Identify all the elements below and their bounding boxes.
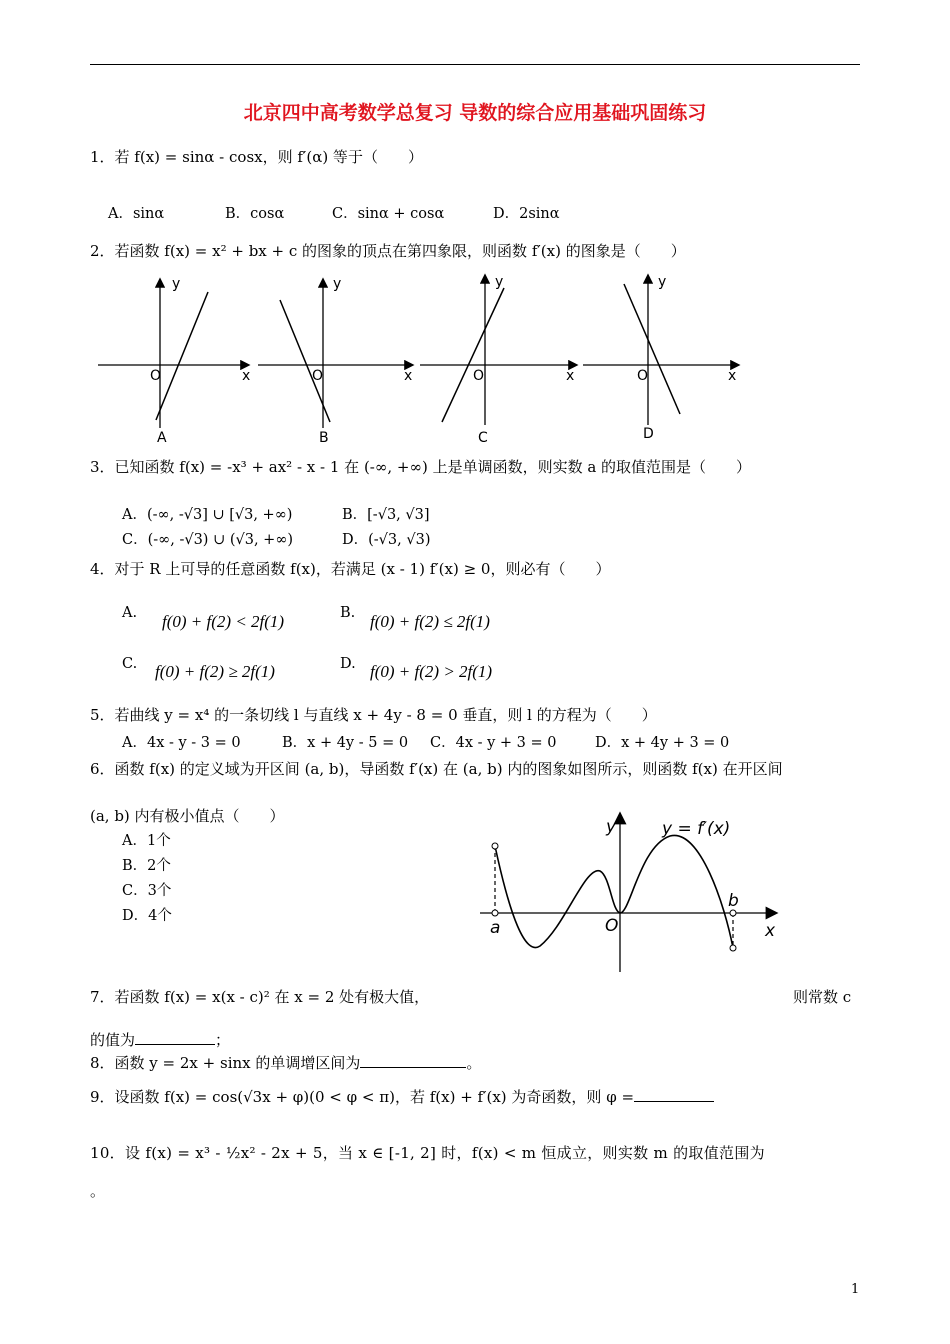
- question-5-stem: 5．若曲线 y = x⁴ 的一条切线 l 与直线 x + 4y - 8 = 0 垂直，则 l 的方程为（ ）: [90, 706, 657, 724]
- question-10-stem: 10．设 f(x) = x³ - ½x² - 2x + 5，当 x ∈ [-1, 2] 时，f(x) < m 恒成立，则实数 m 的取值范围为: [90, 1144, 765, 1162]
- graph-a-label: a: [490, 918, 501, 938]
- graph-c-origin: O: [473, 368, 485, 384]
- question-3-option-c: C．(-∞, -√3) ∪ (√3, +∞): [122, 532, 294, 548]
- graph-d-letter: D: [643, 426, 654, 442]
- question-4-label-c: C.: [122, 656, 138, 672]
- question-7-answer-prefix: 的值为: [90, 1031, 136, 1049]
- question-9-stem: [90, 1086, 714, 1107]
- graph-d-origin: O: [637, 368, 649, 384]
- question-9-answer-blank[interactable]: [634, 1087, 714, 1102]
- graph-a-letter: A: [157, 430, 167, 446]
- question-4-option-a: f(0) + f(2) < 2f(1): [162, 612, 285, 631]
- question-6-option-b: B．2个: [122, 858, 171, 874]
- question-8-stem: [90, 1052, 481, 1073]
- question-1-option-b: B．cosα: [225, 206, 285, 222]
- graph-b-origin: O: [312, 368, 324, 384]
- graph-a-origin: O: [150, 368, 162, 384]
- question-4-option-c: f(0) + f(2) ≥ 2f(1): [155, 662, 275, 681]
- question-4-label-a: A.: [122, 605, 138, 621]
- question-6-stem-line1: 6．函数 f(x) 的定义域为开区间 (a, b)，导函数 f′(x) 在 (a, b) 内的图象如图所示，则函数 f(x) 在开区间: [90, 760, 783, 778]
- graph-origin-label: O: [605, 916, 619, 936]
- question-3-option-b: B．[-√3, √3]: [342, 507, 430, 523]
- question-5-option-c: C．4x - y + 3 = 0: [430, 735, 557, 751]
- question-2-graphs: [90, 270, 760, 450]
- question-2-stem: 2．若函数 f(x) = x² + bx + c 的图象的顶点在第四象限，则函数 f′(x) 的图象是（ ）: [90, 242, 686, 260]
- graph-a-y-label: y: [172, 276, 181, 292]
- question-6-derivative-graph: [470, 806, 790, 976]
- graph-b-y-label: y: [333, 276, 342, 292]
- question-7-answer-blank[interactable]: [135, 1030, 215, 1045]
- graph-d-x-label: x: [728, 368, 737, 384]
- graph-a: [98, 276, 250, 446]
- question-7-stem-left: 7．若函数 f(x) = x(x - c)² 在 x = 2 处有极大值，: [90, 988, 430, 1006]
- graph-b-label: b: [728, 891, 739, 911]
- question-7-stem-line2: 的值为 ；: [90, 1031, 231, 1049]
- graph-d-y-label: y: [658, 274, 667, 290]
- page-number: 1: [851, 1282, 860, 1297]
- question-4-option-d: f(0) + f(2) > 2f(1): [370, 662, 493, 681]
- question-10-end: 。: [90, 1182, 106, 1200]
- question-6-stem-line2: (a, b) 内有极小值点（ ）: [90, 807, 285, 825]
- question-4-stem: 4．对于 R 上可导的任意函数 f(x)，若满足 (x - 1) f′(x) ≥ 0，则必有（ ）: [90, 560, 611, 578]
- header-rule: [90, 64, 860, 65]
- question-6-option-c: C．3个: [122, 883, 172, 899]
- graph-curve-label: y = f′(x): [662, 819, 731, 839]
- graph-b: [258, 276, 412, 446]
- question-3-stem: 3．已知函数 f(x) = -x³ + ax² - x - 1 在 (-∞, +∞) 上是单调函数，则实数 a 的取值范围是（ ）: [90, 458, 752, 476]
- graph-b-letter: B: [319, 430, 329, 446]
- graph-c-x-label: x: [566, 368, 575, 384]
- question-1-stem: 1．若 f(x) = sinα - cosx，则 f′(α) 等于（ ）: [90, 148, 423, 166]
- question-3-option-a: A．(-∞, -√3] ∪ [√3, +∞): [122, 507, 293, 523]
- question-4-label-d: D.: [340, 656, 356, 672]
- graph-c-letter: C: [478, 430, 488, 446]
- graph-y-label: y: [606, 817, 617, 837]
- question-1-option-a: A．sinα: [108, 206, 165, 222]
- question-3-option-d: D．(-√3, √3): [342, 532, 431, 548]
- question-6-option-d: D．4个: [122, 908, 172, 924]
- graph-x-label: x: [765, 921, 776, 941]
- page-title: 北京四中高考数学总复习 导数的综合应用基础巩固练习: [243, 102, 707, 124]
- question-9-text: 9．设函数 f(x) = cos(√3x + φ)(0 < φ < π)，若 f(x) + f′(x) 为奇函数，则 φ =: [90, 1088, 635, 1106]
- question-4-label-b: B.: [340, 605, 356, 621]
- question-8-answer-blank[interactable]: [360, 1053, 466, 1068]
- graph-c-y-label: y: [495, 274, 504, 290]
- question-5-option-d: D．x + 4y + 3 = 0: [595, 735, 730, 751]
- question-1-option-c: C．sinα + cosα: [332, 206, 445, 222]
- question-5-option-b: B．x + 4y - 5 = 0: [282, 735, 409, 751]
- question-1-option-d: D．2sinα: [493, 206, 560, 222]
- question-5-option-a: A．4x - y - 3 = 0: [122, 735, 241, 751]
- graph-d: [583, 274, 738, 442]
- question-4-option-b: f(0) + f(2) ≤ 2f(1): [370, 612, 490, 631]
- graph-a-x-label: x: [242, 368, 251, 384]
- question-8-end: 。: [466, 1054, 482, 1072]
- question-7-stem-right: 则常数 c: [793, 988, 852, 1006]
- question-8-text: 8．函数 y = 2x + sinx 的单调增区间为: [90, 1054, 361, 1072]
- graph-b-x-label: x: [404, 368, 413, 384]
- graph-c: [420, 274, 576, 446]
- question-6-option-a: A．1个: [122, 833, 171, 849]
